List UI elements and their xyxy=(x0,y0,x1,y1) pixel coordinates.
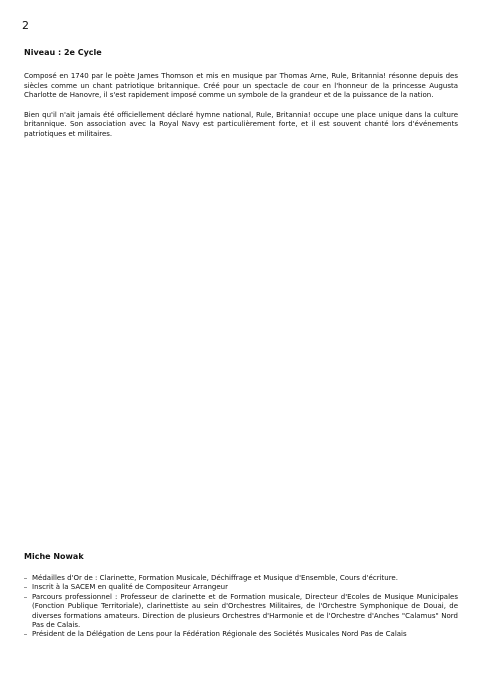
level-heading: Niveau : 2e Cycle xyxy=(24,48,102,57)
bullet-icon xyxy=(24,578,27,579)
bio-item xyxy=(24,630,458,639)
bio-item xyxy=(24,593,458,631)
bio-item xyxy=(24,583,458,592)
intro-paragraph: Composé en 1740 par le poète James Thomson et mis en musique par Thomas Arne, Rule, Britannia! résonne depuis des siècles comme un chant patriotique britannique. Créé pour un spectacle de cour en l'honneur de la princesse Augusta Charlotte de Hanovre, il s'est rapidement imposé comme un symbole de la grandeur et de la puissance de la nation. xyxy=(24,72,458,99)
bullet-icon xyxy=(24,634,27,635)
intro-paragraph: Bien qu'il n'ait jamais été officiellement déclaré hymne national, Rule, Britannia! occupe une place unique dans la culture britannique. Son association avec la Royal Navy est particulièrement forte, et il est souvent chanté lors d'événements patriotiques et militaires. xyxy=(24,110,458,138)
bio-item-text: Inscrit à la SACEM en qualité de Compositeur Arrangeur xyxy=(32,583,228,592)
bio-item-text: Président de la Délégation de Lens pour la Fédération Régionale des Sociétés Musicales Nord Pas de Calais xyxy=(32,630,407,639)
bio-item-text: Médailles d'Or de : Clarinette, Formation Musicale, Déchiffrage et Musique d'Ensemble, Cours d'écriture. xyxy=(32,574,398,582)
bio-item-text: Parcours professionnel : Professeur de clarinette et de Formation musicale, Directeur d'Ecoles de Musique Municipales (Fonction Publique Territoriale), clarinettiste au sein d'Orchestres Militaires, de l'Orchestre Symphonique de Douai, de diverses formations amateurs. Direction de plusieurs Orchestres d'Harmonie et de l'Orchestre d'Anches "Calamus" Nord Pas de Calais. xyxy=(32,592,458,630)
intro-section xyxy=(24,72,458,149)
bullet-icon xyxy=(24,597,27,598)
author-bio-list xyxy=(24,574,458,640)
page-number: 2 xyxy=(22,19,29,32)
author-name: Miche Nowak xyxy=(24,552,84,561)
bio-item xyxy=(24,574,458,583)
bullet-icon xyxy=(24,587,27,588)
